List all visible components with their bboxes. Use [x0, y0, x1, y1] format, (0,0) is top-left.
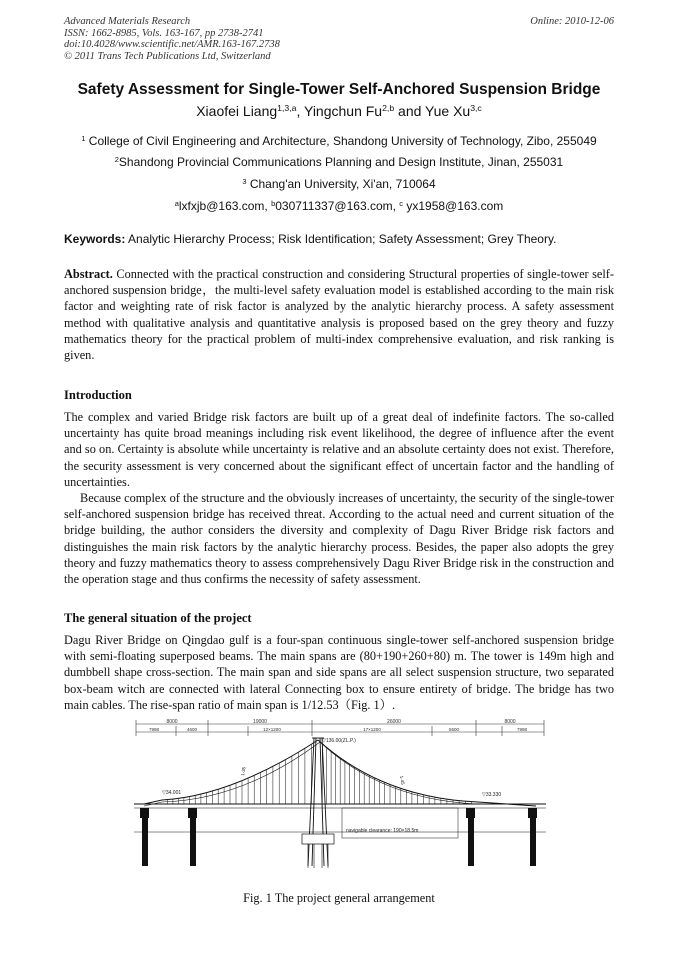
- affiliation-text: Shandong Provincial Communications Planning and Design Institute, Jinan, 255031: [118, 155, 564, 169]
- left-elevation-label: ▽34.001: [162, 790, 182, 796]
- issn-line: ISSN: 1662-8985, Vols. 163-167, pp 2738-2741: [64, 27, 264, 39]
- copyright-line: © 2011 Trans Tech Publications Ltd, Switzerland: [64, 50, 271, 62]
- section-heading-introduction: Introduction: [64, 388, 132, 402]
- affiliation-3: [0, 177, 678, 191]
- right-cable-label: 1-45: [399, 775, 406, 786]
- email-sup: b: [271, 198, 276, 208]
- email: lxfxjb@163.com,: [178, 199, 272, 213]
- running-header-left: [64, 16, 280, 62]
- dim-top-4: 8000: [504, 719, 516, 725]
- author-name: Yue Xu: [425, 103, 471, 119]
- pile-lines: [308, 844, 328, 868]
- dim-bottom-4: 17×1200: [363, 727, 381, 732]
- paper-title: Safety Assessment for Single-Tower Self-Anchored Suspension Bridge: [77, 81, 601, 98]
- affiliation-sup: 1: [81, 133, 86, 143]
- author-sep: ,: [296, 103, 304, 119]
- tower-elevation-label: ▽136.00(ZL.P.): [322, 738, 356, 744]
- figure-caption: Fig. 1 The project general arrangement: [243, 891, 435, 905]
- abstract: [64, 266, 614, 363]
- author-sup: 1,3,a: [277, 103, 297, 114]
- general-paragraph-1: Dagu River Bridge on Qingdao gulf is a four-span continuous single-tower self-anchored suspension bridge with semi-floating superposed beams. The main spans are (80+190+260+80) m. The tower is 149m high and dumbbell shape cross-section. The main span and side spans are all select suspension structure, two separated box-beam witch are connected with lateral Connecting box to ensure entirety of bridge. The bridge has two main cables. The rise-span ratio of main span is 1/12.53（Fig. 1）.: [64, 633, 614, 712]
- right-elevation-label: ▽33.330: [482, 792, 502, 798]
- email: 030711337@163.com,: [275, 199, 400, 213]
- dim-bottom-5: 5600: [448, 727, 460, 732]
- dim-bottom-2: 4600: [186, 727, 198, 732]
- email: yx1958@163.com: [403, 199, 504, 213]
- keywords: [64, 232, 556, 246]
- dim-bottom-1: 7998: [148, 727, 160, 732]
- author-sup: 3,c: [470, 103, 482, 114]
- author-name: Yingchun Fu: [304, 103, 383, 119]
- dim-bottom-6: 7998: [516, 727, 528, 732]
- affiliation-text: Chang'an University, Xi'an, 710064: [246, 177, 436, 191]
- dim-top-3: 26000: [387, 719, 401, 725]
- dim-bottom-3: 12×1200: [263, 727, 281, 732]
- affiliation-2: [0, 155, 678, 169]
- dim-top-2: 19000: [253, 719, 267, 725]
- abstract-label: Abstract.: [64, 267, 113, 281]
- left-cable-label: 1-35: [240, 766, 247, 777]
- affiliation-text: College of Civil Engineering and Architecture, Shandong University of Technology, Zibo, 255049: [85, 134, 597, 148]
- affiliation-sup: 2: [114, 154, 119, 164]
- author-sup: 2,b: [382, 103, 395, 114]
- author-name: Xiaofei Liang: [196, 103, 278, 119]
- journal-name: Advanced Materials Research: [64, 16, 191, 27]
- online-date: Online: 2010-12-06: [530, 16, 614, 27]
- dimension-lines: [136, 720, 544, 736]
- doi-line: doi:10.4028/www.scientific.net/AMR.163-167.2738: [64, 39, 280, 50]
- navigable-clearance-label: navigable clearance: 190×18.5m: [346, 828, 419, 834]
- abstract-text: Connected with the practical construction and considering Structural properties of single-tower self-anchored suspension bridge，the multi-level safety evaluation model is established according to the main risk factor and weighting rate of risk factor is analyzed by the analytic hierarchy process. A safety assessment method with qualitative analysis and quantitative analysis is proposed based on the grey theory and fuzzy mathematics theory for the practical problem of multi-index comprehensive evaluation, and risk ranking is given.: [64, 267, 614, 363]
- email-list: [0, 199, 678, 213]
- tower: [308, 738, 328, 866]
- intro-paragraph-2: Because complex of the structure and the obviously increases of uncertainty, the security of the single-tower self-anchored suspension bridge has received threat. According to the actual need and current situation of the bridge building, the author considers the diversity and complexity of Dagu River Bridge risk factors and distinguishes the main risk factors by the analytic hierarchy process. Besides, the paper also adopts the grey theory and fuzzy mathematics theory to assess comprehensively Dagu River Bridge risk in the construction and the operation stage and thus confirms the necessity of safety assessment.: [64, 491, 614, 587]
- piers: [140, 808, 537, 866]
- dim-top-1: 8000: [166, 719, 178, 725]
- affiliation-1: [0, 134, 678, 148]
- author-sep: and: [394, 103, 426, 119]
- bridge-arrangement-figure: [132, 716, 548, 874]
- keywords-label: Keywords:: [64, 232, 126, 246]
- keywords-text: Analytic Hierarchy Process; Risk Identification; Safety Assessment; Grey Theory.: [125, 232, 557, 246]
- author-list: [0, 103, 678, 119]
- section-heading-general: The general situation of the project: [64, 611, 252, 625]
- email-sup: a: [174, 198, 179, 208]
- affiliation-sup: 3: [242, 176, 247, 186]
- intro-paragraph-1: The complex and varied Bridge risk factors are built up of a great deal of indefinite factors. The so-called uncertainty has quite broad meanings including risk event likelihood, the degree of influence after the event and so on. Certainty is absolute while uncertainty is relative and an absolute certainty does not exist. Therefore, the security assessment is very concerned about the significant effect of uncertain factor and the handling of uncertainties.: [64, 410, 614, 489]
- email-sup: c: [399, 198, 404, 208]
